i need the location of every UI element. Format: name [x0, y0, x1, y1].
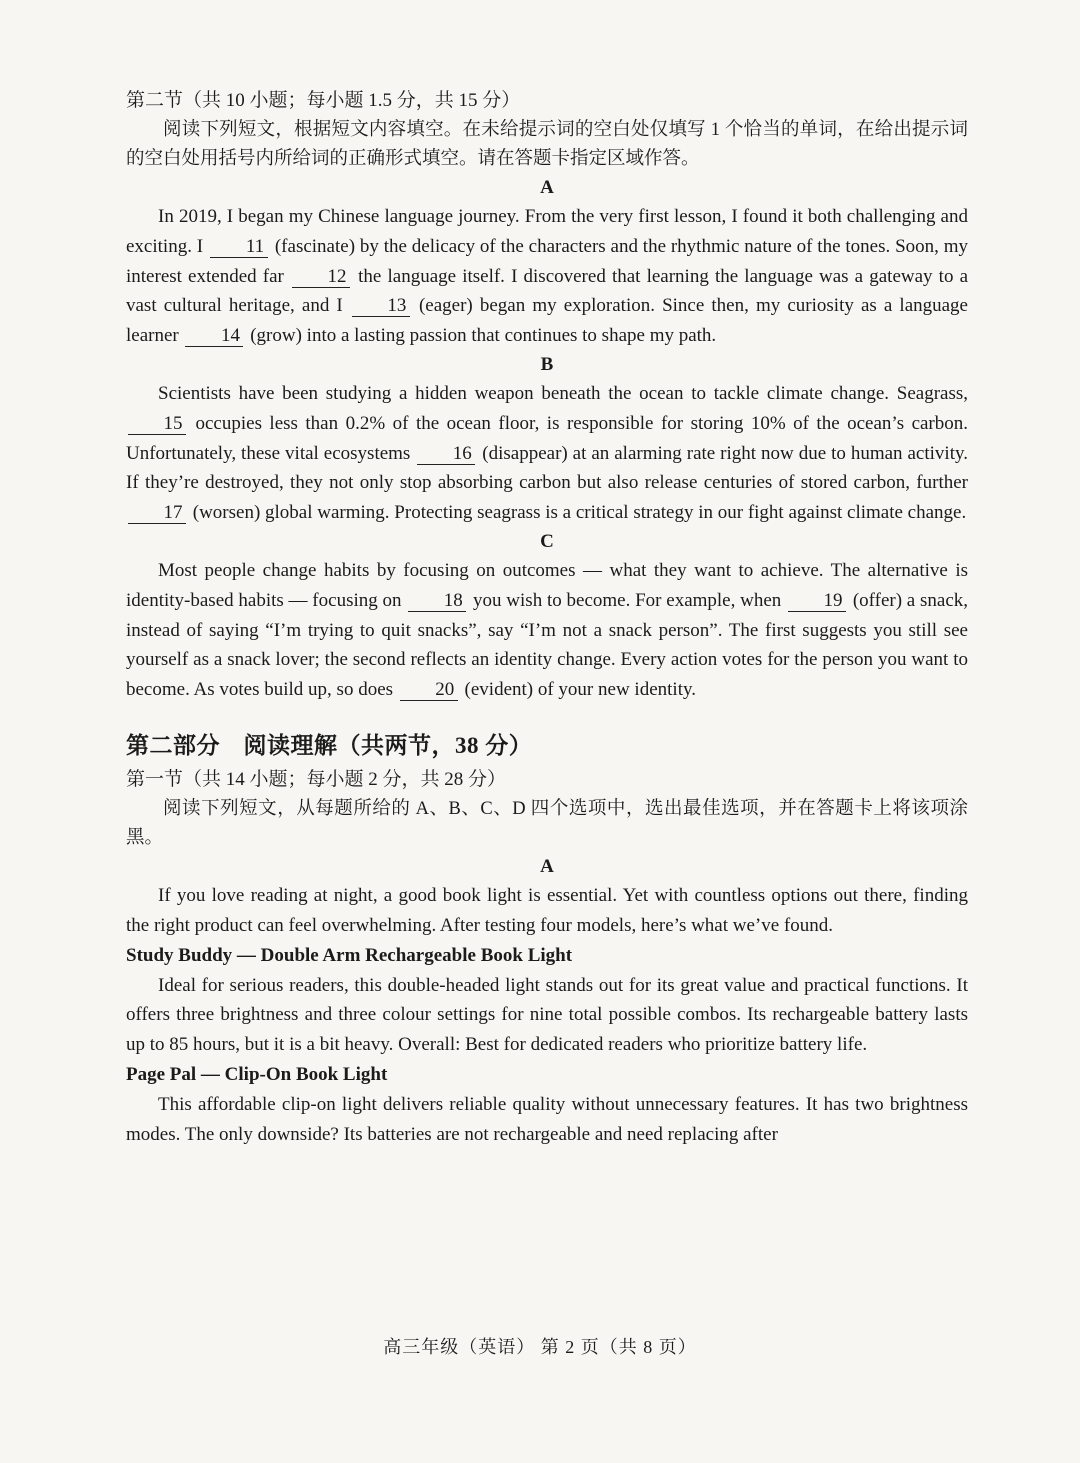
product-title-study-buddy: Study Buddy — Double Arm Rechargeable Book Light — [126, 944, 573, 966]
blank-13: 13 — [352, 295, 410, 317]
blank-15: 15 — [128, 413, 186, 435]
blank-12: 12 — [292, 266, 350, 288]
page-content — [126, 86, 968, 1150]
blank-18: 18 — [408, 590, 466, 612]
part-two-section-heading: 第一节（共 14 小题；每小题 2 分，共 28 分） — [126, 768, 507, 790]
page-footer: 高三年级（英语） 第 2 页（共 8 页） — [383, 1337, 697, 1357]
passage-a-text: In 2019, I began my Chinese language journey. From the very first lesson, I found it both challenging and exciting. I 11 (fascinate) by the delicacy of the characters and the rhythmic nature of the tones. Soon, my interest extended far 12 the language itself. I discovered that learning the language was a gateway to a vast cultural heritage, and I 13 (eager) began my exploration. Since then, my curiosity as a language learner 14 (grow) into a lasting passion that continues to shape my path. — [126, 206, 969, 347]
passage-c-letter: C — [540, 530, 554, 552]
section-heading: 第二节（共 10 小题；每小题 1.5 分，共 15 分） — [126, 90, 521, 111]
product-title-page-pal: Page Pal — Clip-On Book Light — [126, 1063, 388, 1085]
part-two-heading: 第二部分 阅读理解（共两节，38 分） — [126, 732, 533, 758]
product-text-study-buddy: Ideal for serious readers, this double-headed light stands out for its great value and practical functions. It offers three brightness and three colour settings for nine total possible combos. Its rechargeable battery lasts up to 85 hours, but it is a bit heavy. Overall: Best for dedicated readers who prioritize battery life. — [126, 974, 968, 1056]
blank-17: 17 — [128, 502, 186, 524]
passage-a-letter: A — [540, 177, 554, 198]
reading-a-intro: If you love reading at night, a good book light is essential. Yet with countless options out there, finding the right product can feel overwhelming. After testing four models, here’s what we’ve found. — [126, 884, 968, 936]
passage-b-text: Scientists have been studying a hidden weapon beneath the ocean to tackle climate change. Seagrass, 15 occupies less than 0.2% of the ocean floor, is responsible for storing 10% of the ocean’s carbon. Unfortunately, these vital ecosystems 16 (disappear) at an alarming rate right now due to human activity. If they’re destroyed, they not only stop absorbing carbon but also release centuries of stored carbon, further 17 (worsen) global warming. Protecting seagrass is a critical strategy in our fight against climate change. — [126, 382, 969, 524]
product-text-page-pal: This affordable clip-on light delivers reliable quality without unnecessary features. It has two brightness modes. The only downside? Its batteries are not rechargeable and need replacing after — [126, 1093, 968, 1145]
blank-11: 11 — [210, 236, 268, 258]
blank-16: 16 — [417, 443, 475, 465]
reading-a-letter: A — [540, 855, 554, 877]
blank-20: 20 — [400, 679, 458, 701]
passage-c-text: Most people change habits by focusing on outcomes — what they want to achieve. The alternative is identity-based habits — focusing on 18 you wish to become. For example, when 19 (offer) a snack, instead of saying “I’m trying to quit snacks”, say “I’m not a snack person”. The first suggests you still see yourself as a snack lover; the second reflects an identity change. Every action votes for the person you want to become. As votes build up, so does 20 (evident) of your new identity. — [126, 559, 969, 701]
blank-14: 14 — [185, 325, 243, 347]
section-instruction: 阅读下列短文，根据短文内容填空。在未给提示词的空白处仅填写 1 个恰当的单词，在给出提示词的空白处用括号内所给词的正确形式填空。请在答题卡指定区域作答。 — [126, 120, 968, 169]
blank-19: 19 — [788, 590, 846, 612]
part-two-instruction: 阅读下列短文，从每题所给的 A、B、C、D 四个选项中，选出最佳选项，并在答题卡上将该项涂黑。 — [126, 798, 968, 848]
passage-b-letter: B — [540, 353, 554, 375]
